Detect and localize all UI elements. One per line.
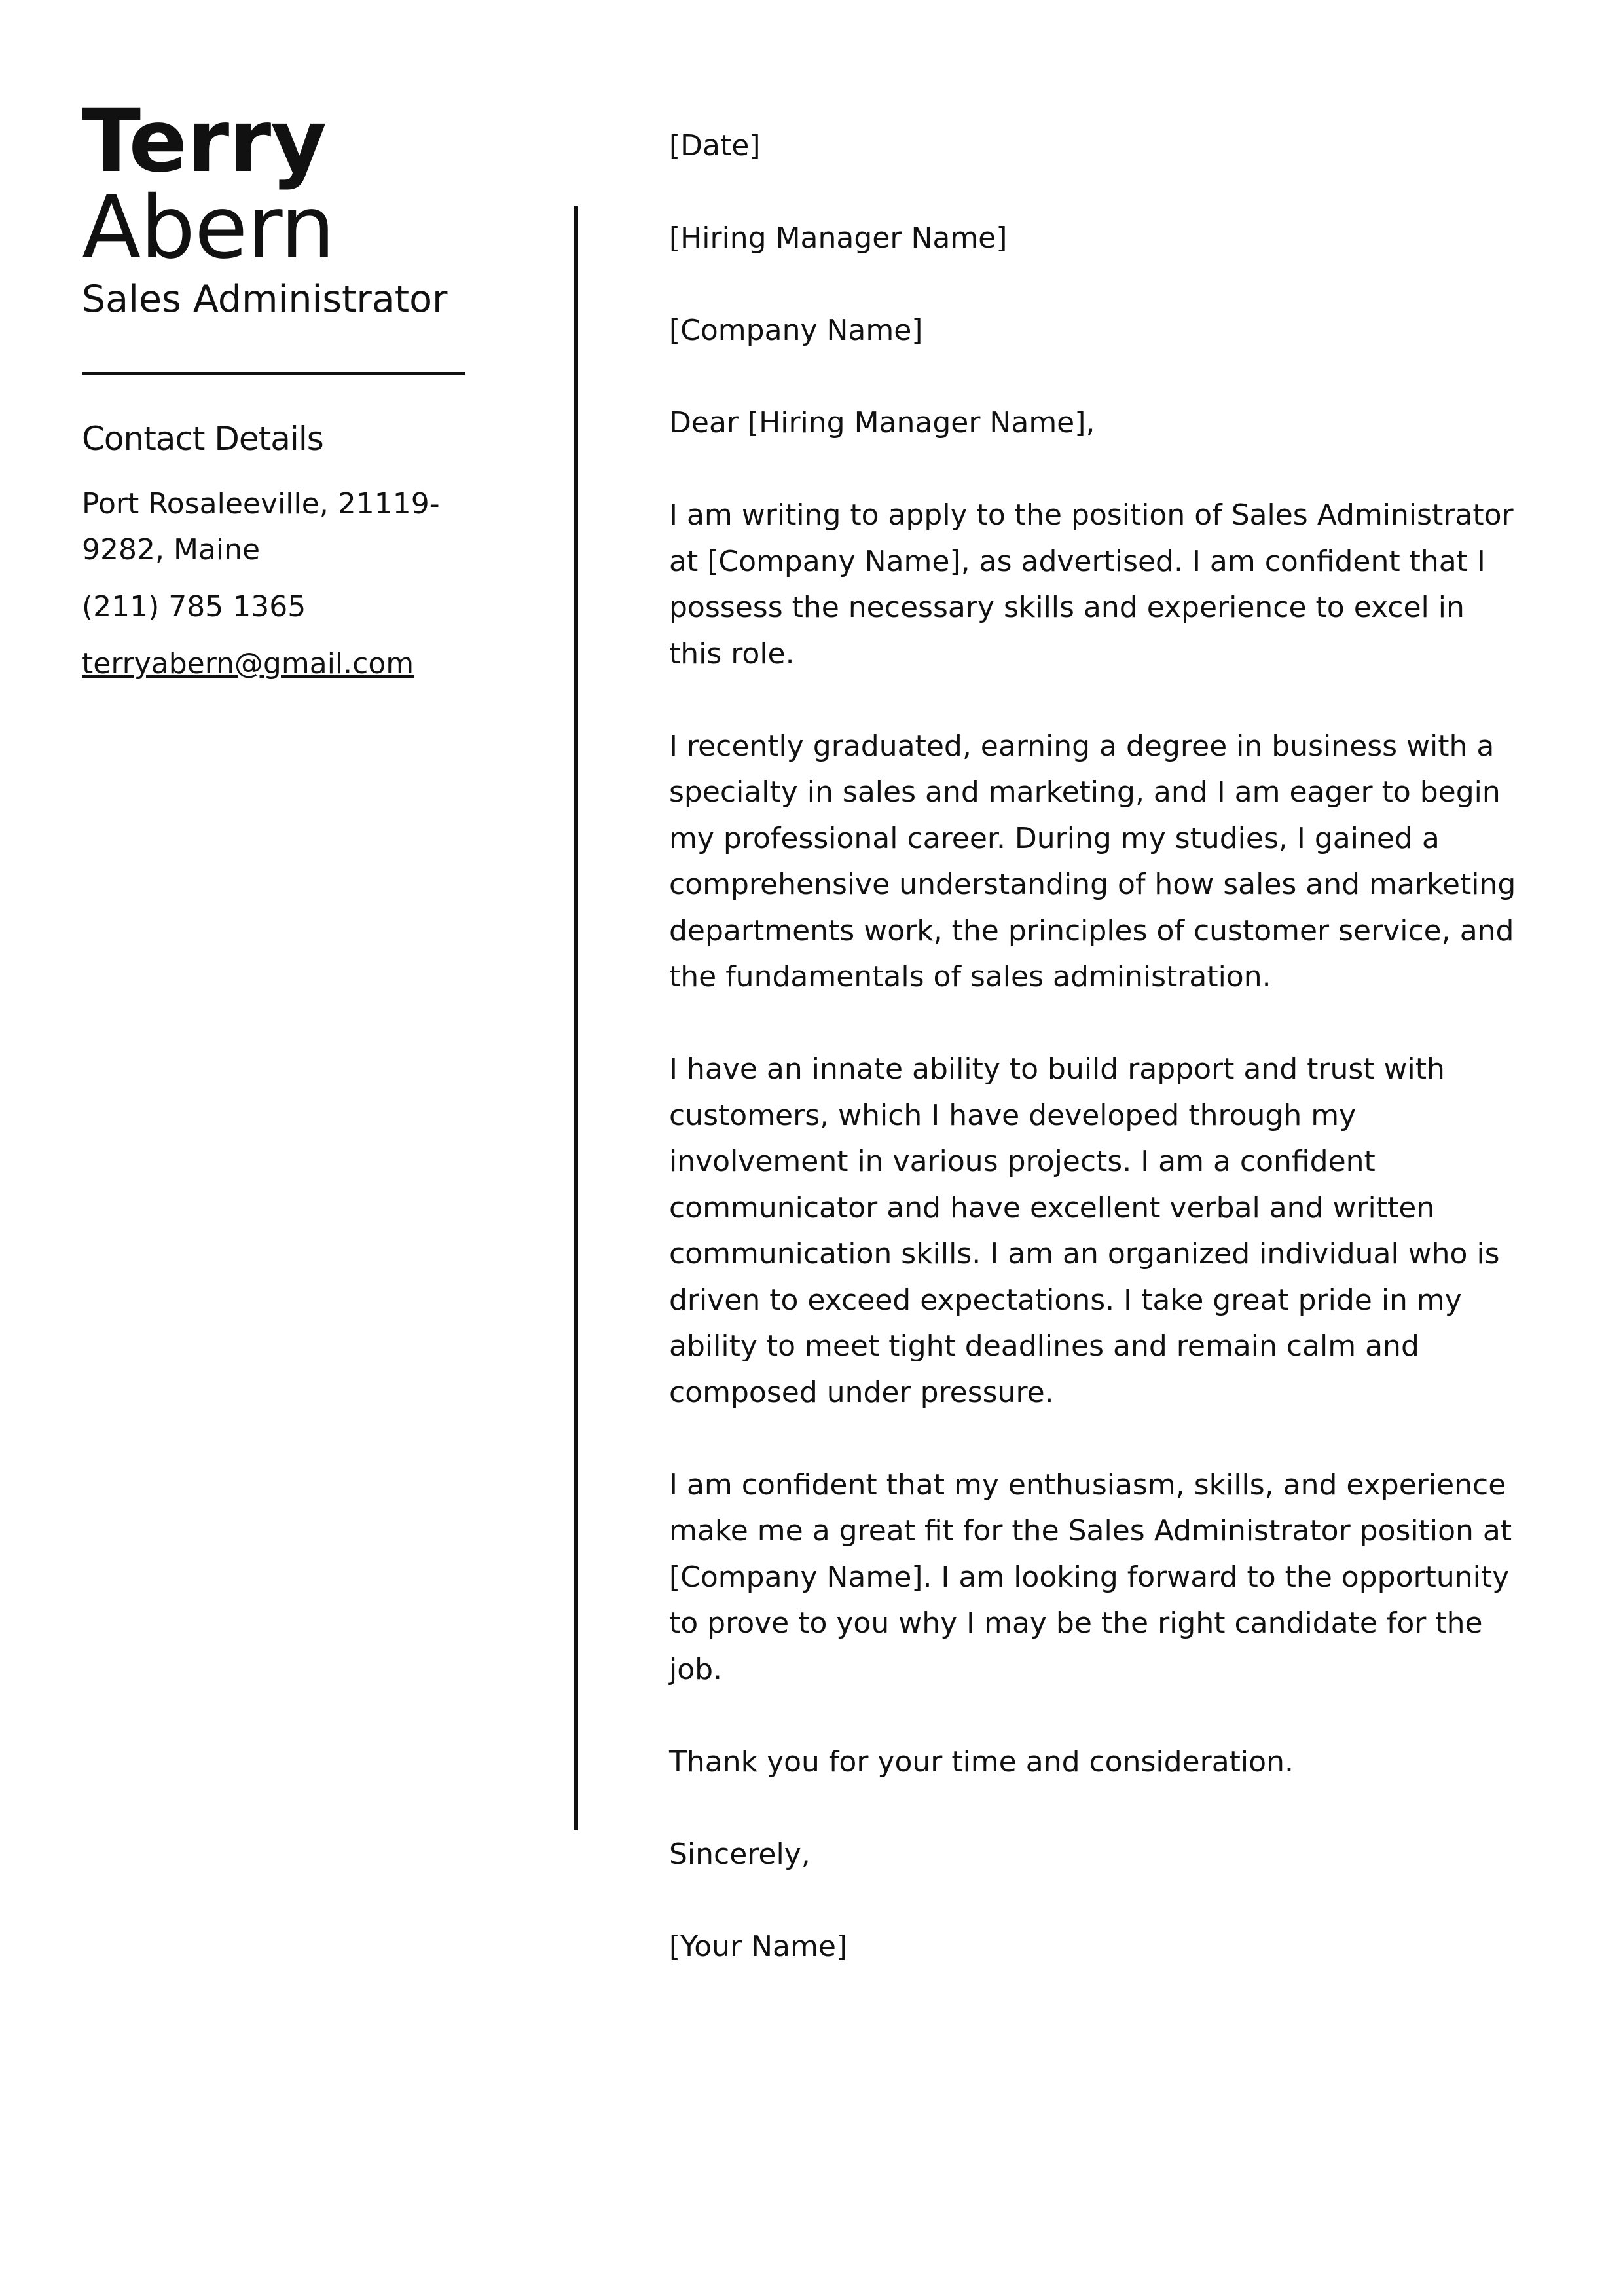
letter-paragraph: I recently graduated, earning a degree in business with a specialty in sales and marketing, and I am eager to begin my professional career. During my studies, I gained a comprehensive understanding of how sales and marketing departments work, the principles of customer service, and the fundamentals of sales administration. — [669, 729, 1516, 993]
letter-paragraph: I am writing to apply to the position of Sales Administrator at [Company Name], as advertised. I am confident that I possess the necessary skills and experience to excel in this role. — [669, 498, 1514, 671]
column-divider — [574, 206, 578, 1830]
job-title: Sales Administrator — [82, 278, 448, 321]
sidebar — [82, 91, 468, 680]
letter-body — [669, 123, 1520, 2016]
contact-address: Port Rosaleeville, 21119-9282, Maine — [82, 487, 440, 566]
contact-phone: (211) 785 1365 — [82, 590, 306, 623]
letter-hiring-manager: [Hiring Manager Name] — [669, 221, 1008, 255]
contact-email-link[interactable]: terryabern@gmail.com — [82, 647, 414, 680]
letter-paragraph: I am confident that my enthusiasm, skills, and experience make me a great fit for the Sales Administrator position at [Company Name]. I am looking forward to the opportunity to prove to you why I may be the right candidate for the job. — [669, 1468, 1512, 1686]
sidebar-divider — [82, 372, 465, 375]
letter-signature: [Your Name] — [669, 1929, 848, 1963]
last-name: Abern — [82, 177, 335, 278]
letter-closing: Sincerely, — [669, 1837, 811, 1871]
contact-details — [82, 481, 475, 698]
first-name: Terry — [82, 91, 327, 192]
letter-salutation: Dear [Hiring Manager Name], — [669, 406, 1095, 439]
letter-date: [Date] — [669, 129, 761, 162]
letter-paragraph: Thank you for your time and consideration. — [669, 1745, 1294, 1779]
contact-heading: Contact Details — [82, 420, 323, 458]
letter-company: [Company Name] — [669, 314, 923, 347]
letter-paragraph: I have an innate ability to build rapport and trust with customers, which I have developed through my involvement in various projects. I am a confident communicator and have excellent verbal and written communication skills. I am an organized individual who is driven to exceed expectations. I take great pride in my ability to meet tight deadlines and remain calm and composed under pressure. — [669, 1052, 1500, 1409]
